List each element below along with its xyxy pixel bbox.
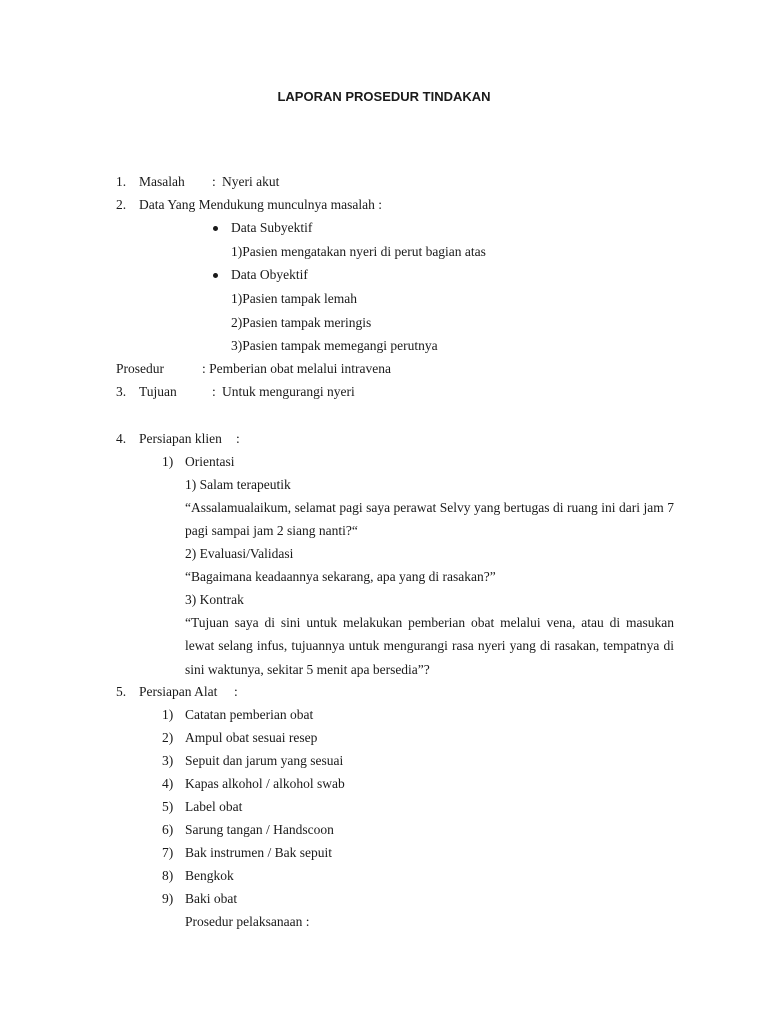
salam-terapeutik-text: “Assalamualaikum, selamat pagi saya perawat Selvy yang bertugas di ruang ini dari jam 7 pagi sampai jam 2 siang nanti?“ [185, 500, 674, 539]
orientasi-number: 1) [162, 454, 174, 469]
salam-terapeutik-label: 1) Salam terapeutik [185, 477, 291, 492]
tujuan-colon: : [212, 384, 216, 399]
data-obyektif-item: 3)Pasien tampak memegangi perutnya [231, 338, 438, 353]
alat-item-text: Ampul obat sesuai resep [185, 730, 318, 745]
tujuan-number: 3. [116, 384, 127, 399]
masalah-number: 1. [116, 174, 127, 189]
orientasi-label: Orientasi [185, 454, 235, 469]
data-pendukung-number: 2. [116, 197, 127, 212]
alat-item-text: Baki obat [185, 891, 238, 906]
persiapan-klien-label: Persiapan klien [139, 431, 222, 446]
persiapan-alat-number: 5. [116, 684, 127, 699]
alat-item-number: 9) [162, 891, 174, 906]
tujuan-value: Untuk mengurangi nyeri [222, 384, 355, 399]
masalah-label: Masalah [139, 174, 185, 189]
alat-item-text: Sepuit dan jarum yang sesuai [185, 753, 344, 768]
tujuan-label: Tujuan [139, 384, 177, 399]
kontrak-text: “Tujuan saya di sini untuk melakukan pemberian obat melalui vena, atau di masukan lewat selang infus, tujuannya untuk mengurangi rasa nyeri yang di rasakan, tempatnya di sini waktunya, sekitar 5 menit apa bersedia”? [185, 615, 674, 677]
alat-item-number: 5) [162, 799, 174, 814]
prosedur-value: : Pemberian obat melalui intravena [202, 361, 391, 376]
alat-item-text: Bak instrumen / Bak sepuit [185, 845, 332, 860]
alat-item-number: 6) [162, 822, 174, 837]
evaluasi-label: 2) Evaluasi/Validasi [185, 546, 294, 561]
document-title: LAPORAN PROSEDUR TINDAKAN [277, 89, 491, 104]
persiapan-alat-colon: : [234, 684, 238, 699]
alat-item-number: 7) [162, 845, 174, 860]
alat-item-text: Sarung tangan / Handscoon [185, 822, 334, 837]
data-obyektif-item: 1)Pasien tampak lemah [231, 291, 357, 306]
bullet-icon [213, 226, 218, 231]
alat-item-text: Bengkok [185, 868, 234, 883]
data-subyektif-item: 1)Pasien mengatakan nyeri di perut bagian atas [231, 244, 486, 259]
persiapan-klien-colon: : [236, 431, 240, 446]
kontrak-label: 3) Kontrak [185, 592, 244, 607]
alat-item-text: Catatan pemberian obat [185, 707, 314, 722]
alat-item-text: Kapas alkohol / alkohol swab [185, 776, 345, 791]
alat-item-number: 8) [162, 868, 174, 883]
prosedur-label: Prosedur [116, 361, 164, 376]
bullet-icon [213, 273, 218, 278]
data-subyektif-heading: Data Subyektif [231, 220, 313, 235]
persiapan-klien-number: 4. [116, 431, 127, 446]
data-pendukung-label: Data Yang Mendukung munculnya masalah : [139, 197, 382, 212]
alat-item-number: 1) [162, 707, 174, 722]
masalah-colon: : [212, 174, 216, 189]
data-obyektif-heading: Data Obyektif [231, 267, 308, 282]
persiapan-alat-label: Persiapan Alat [139, 684, 218, 699]
evaluasi-text: “Bagaimana keadaannya sekarang, apa yang di rasakan?” [185, 569, 496, 584]
alat-item-text: Label obat [185, 799, 243, 814]
masalah-value: Nyeri akut [222, 174, 280, 189]
alat-item-number: 2) [162, 730, 174, 745]
alat-item-number: 3) [162, 753, 174, 768]
data-obyektif-item: 2)Pasien tampak meringis [231, 315, 372, 330]
prosedur-pelaksanaan-heading: Prosedur pelaksanaan : [185, 914, 310, 929]
alat-item-number: 4) [162, 776, 174, 791]
